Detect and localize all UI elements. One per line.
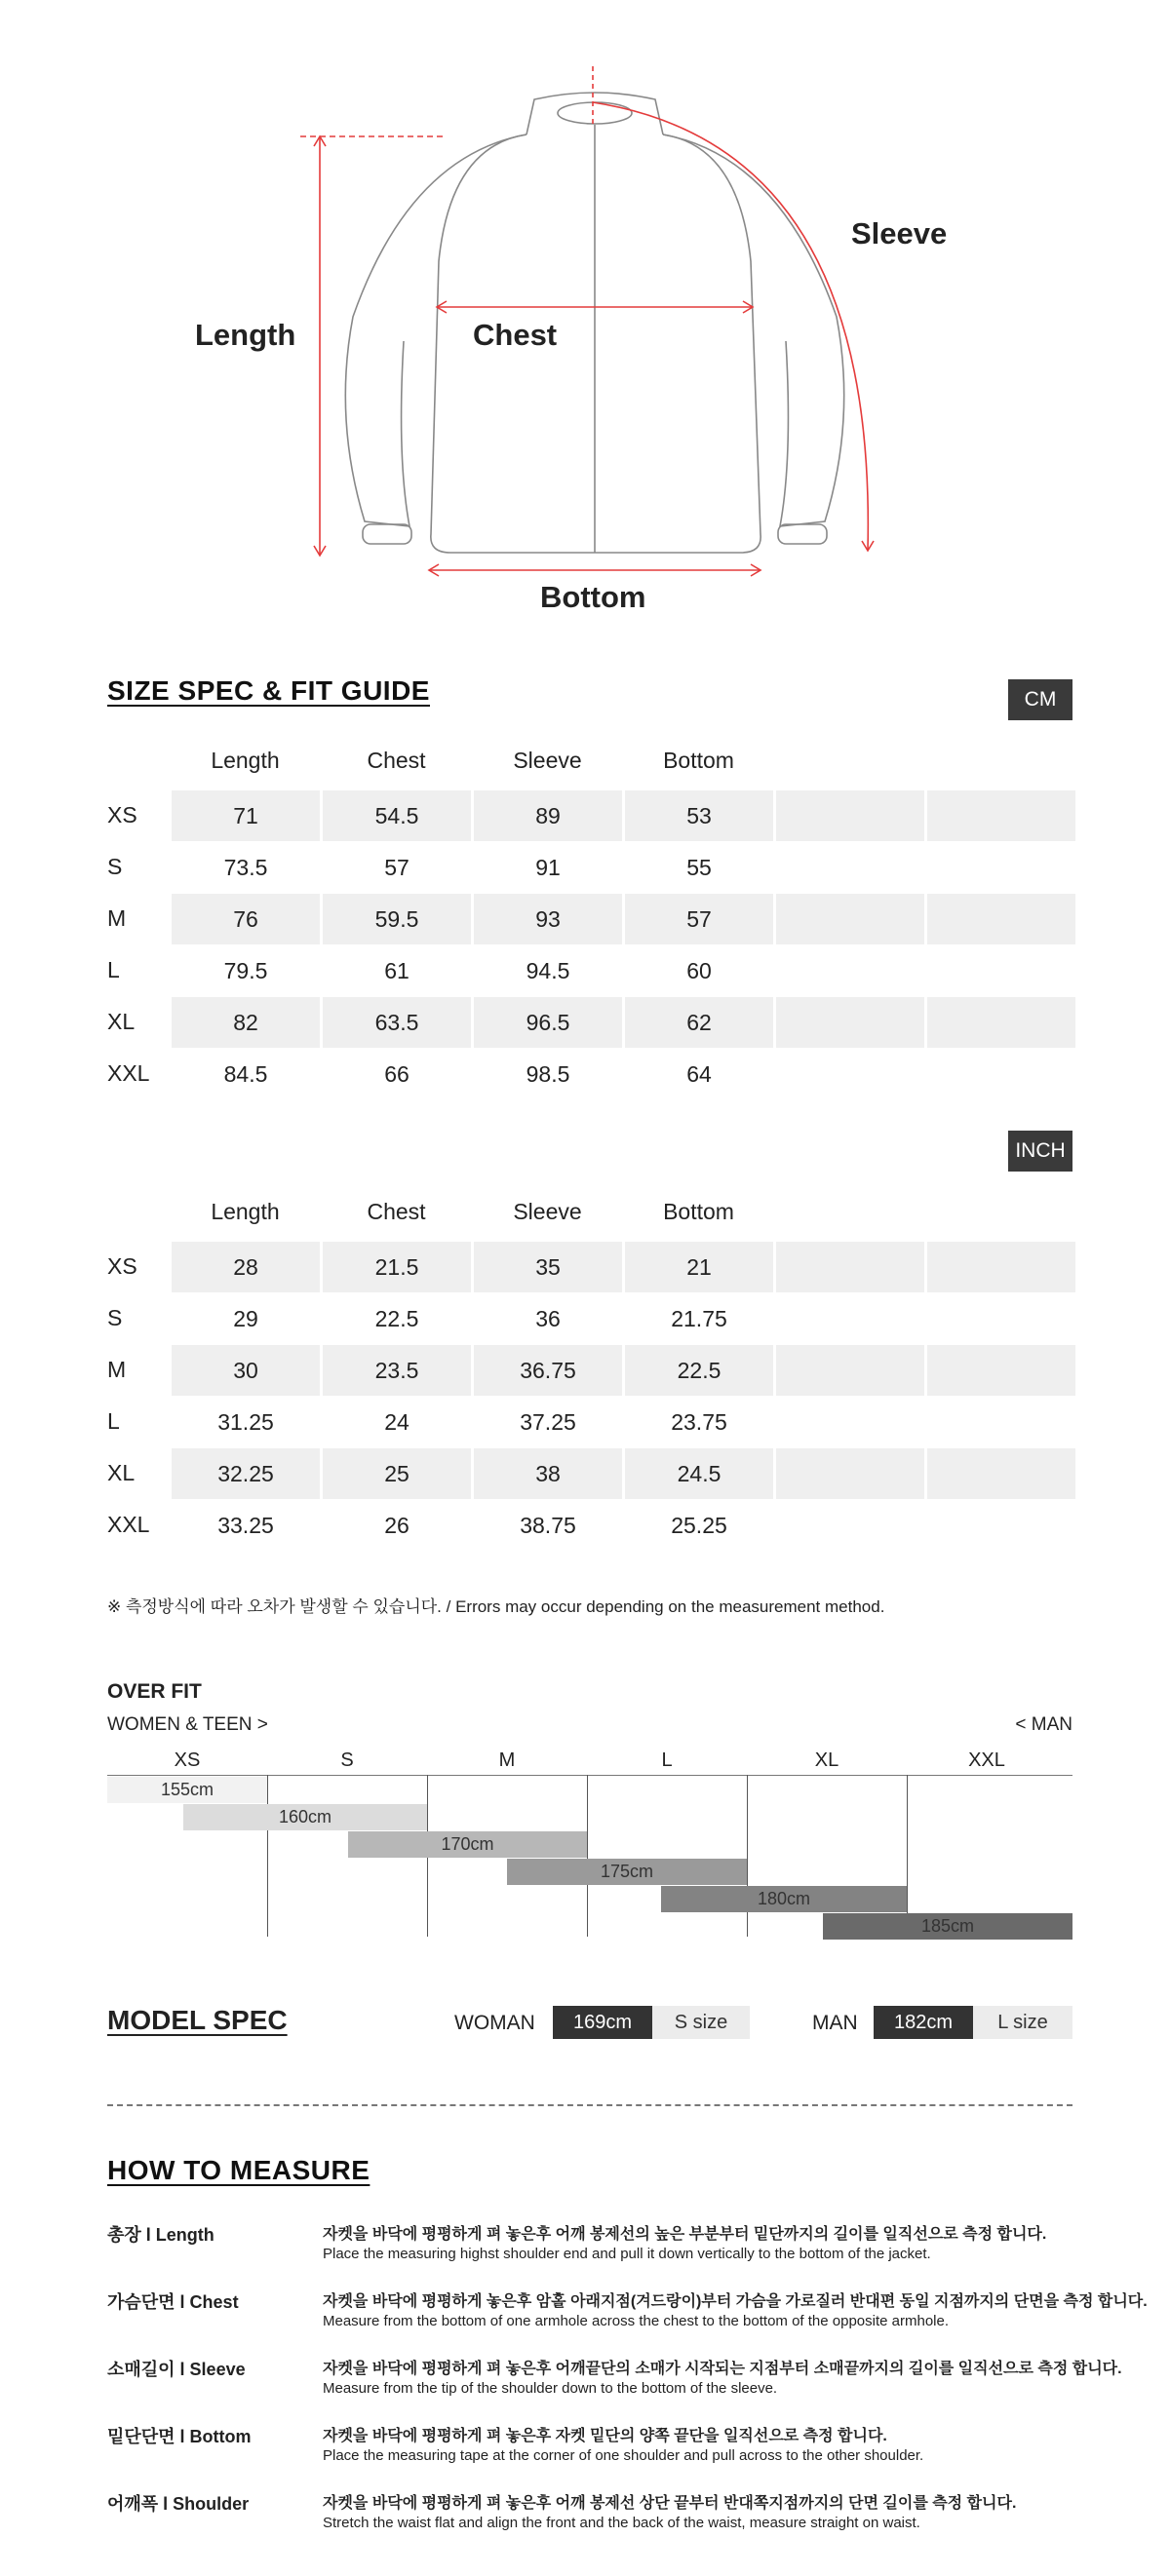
- empty-cell: [927, 1448, 1075, 1499]
- height-bar-155: 155cm: [107, 1777, 267, 1803]
- size-label: XXL: [107, 1512, 150, 1537]
- table-cell: 62: [625, 997, 773, 1048]
- man-size: L size: [973, 2006, 1072, 2039]
- table-cell: 76: [172, 894, 320, 944]
- size-label: L: [107, 957, 120, 982]
- size-label: M: [107, 905, 127, 931]
- height-bar-170: 170cm: [348, 1831, 587, 1858]
- table-row: [107, 1345, 1072, 1396]
- table-cell: 91: [535, 854, 561, 880]
- cm-unit-badge: CM: [1008, 679, 1072, 720]
- column-header: Chest: [367, 748, 426, 773]
- table-cell: 63.5: [323, 997, 471, 1048]
- measure-description-en: Place the measuring tape at the corner of one shoulder and pull across to the other shoulder.: [323, 2447, 924, 2464]
- table-cell: 57: [384, 854, 410, 880]
- fit-divider: [747, 1775, 748, 1937]
- table-row: [107, 1293, 1072, 1344]
- empty-cell: [927, 790, 1075, 841]
- table-cell: 28: [172, 1242, 320, 1292]
- jacket-measurement-diagram: [0, 0, 1170, 634]
- measure-description-kr: 자켓을 바닥에 평평하게 펴 놓은후 어깨 봉제선 상단 끝부터 반대쪽지점까지의 단면 길이를 측정 합니다.: [323, 2495, 1017, 2512]
- measure-label: 총장 l Length: [107, 2225, 214, 2245]
- column-header: Bottom: [663, 748, 734, 773]
- table-header: [107, 1199, 1072, 1238]
- table-cell: 57: [625, 894, 773, 944]
- column-header: Length: [211, 748, 280, 773]
- table-row: [107, 1397, 1072, 1447]
- measurement-note: ※ 측정방식에 따라 오차가 발생할 수 있습니다. / Errors may occur depending on the measurement method.: [107, 1597, 885, 1616]
- table-cell: 73.5: [223, 854, 268, 880]
- inch-unit-badge: INCH: [1008, 1131, 1072, 1172]
- woman-size: S size: [652, 2006, 750, 2039]
- table-row: [107, 842, 1072, 893]
- empty-cell: [776, 1242, 924, 1292]
- table-cell: 53: [625, 790, 773, 841]
- table-cell: 26: [384, 1512, 410, 1538]
- table-cell: 23.75: [671, 1408, 727, 1435]
- table-cell: 32.25: [172, 1448, 320, 1499]
- table-cell: 21.75: [671, 1305, 727, 1331]
- empty-cell: [776, 1345, 924, 1396]
- woman-label: WOMAN: [454, 2012, 535, 2034]
- height-bar-175: 175cm: [507, 1859, 747, 1885]
- woman-height: 169cm: [553, 2006, 652, 2039]
- empty-cell: [776, 1448, 924, 1499]
- bottom-label: Bottom: [540, 580, 646, 614]
- table-cell: 36: [535, 1305, 561, 1331]
- chest-label: Chest: [473, 318, 558, 352]
- man-label: < MAN: [1015, 1714, 1072, 1735]
- jacket-outline-illustration: [0, 0, 1170, 634]
- measure-description-kr: 자켓을 바닥에 평평하게 펴 놓은후 자켓 밑단의 양쪽 끝단을 일직선으로 측정 합니다.: [323, 2428, 887, 2444]
- table-cell: 55: [686, 854, 712, 880]
- table-cell: 36.75: [474, 1345, 622, 1396]
- size-label: L: [107, 1408, 120, 1434]
- measure-description-kr: 자켓을 바닥에 평평하게 펴 놓은후 어깨끝단의 소매가 시작되는 지점부터 소매끝까지의 길이를 일직선으로 측정 합니다.: [323, 2361, 1122, 2377]
- fit-size-xl: XL: [814, 1749, 839, 1771]
- empty-cell: [927, 1345, 1075, 1396]
- column-header: Sleeve: [513, 1199, 582, 1224]
- height-bar-185: 185cm: [823, 1913, 1072, 1940]
- table-header: [107, 748, 1072, 787]
- table-row: [107, 1049, 1072, 1099]
- table-row: [107, 1242, 1072, 1292]
- man-height: 182cm: [874, 2006, 973, 2039]
- table-cell: 82: [172, 997, 320, 1048]
- table-cell: 38: [474, 1448, 622, 1499]
- size-label: XL: [107, 1460, 136, 1485]
- table-cell: 22.5: [374, 1305, 419, 1331]
- sleeve-label: Sleeve: [851, 216, 948, 250]
- table-cell: 23.5: [323, 1345, 471, 1396]
- table-cell: 33.25: [217, 1512, 274, 1538]
- table-row: [107, 1500, 1072, 1551]
- table-cell: 94.5: [526, 957, 570, 983]
- table-row: [107, 997, 1072, 1048]
- table-cell: 22.5: [625, 1345, 773, 1396]
- size-label: XL: [107, 1009, 136, 1034]
- fit-type-title: OVER FIT: [107, 1680, 202, 1703]
- measure-description-en: Measure from the tip of the shoulder down to the bottom of the sleeve.: [323, 2380, 778, 2397]
- how-to-measure-title: HOW TO MEASURE: [107, 2155, 370, 2185]
- section-divider: [107, 2104, 1072, 2106]
- measure-label: 가슴단면 l Chest: [107, 2292, 239, 2312]
- empty-cell: [927, 1242, 1075, 1292]
- measure-label: 소매길이 l Sleeve: [107, 2360, 246, 2379]
- empty-cell: [776, 790, 924, 841]
- table-cell: 98.5: [526, 1060, 570, 1087]
- table-cell: 35: [474, 1242, 622, 1292]
- size-label: XS: [107, 1253, 137, 1279]
- height-bar-160: 160cm: [183, 1804, 427, 1830]
- measure-description-kr: 자켓을 바닥에 평평하게 놓은후 암홀 아래지점(겨드랑이)부터 가슴을 가로질러 반대편 동일 지점까지의 단면을 측정 합니다.: [323, 2293, 1148, 2310]
- table-cell: 38.75: [520, 1512, 576, 1538]
- table-cell: 79.5: [223, 957, 268, 983]
- size-label: XXL: [107, 1060, 150, 1086]
- size-label: M: [107, 1357, 127, 1382]
- column-header: Sleeve: [513, 748, 582, 773]
- table-cell: 54.5: [323, 790, 471, 841]
- measure-description-kr: 자켓을 바닥에 평평하게 펴 놓은후 어깨 봉제선의 높은 부분부터 밑단까지의 길이를 일직선으로 측정 합니다.: [323, 2226, 1047, 2243]
- size-label: S: [107, 854, 123, 879]
- table-cell: 60: [686, 957, 712, 983]
- women-teen-label: WOMEN & TEEN >: [107, 1714, 268, 1735]
- empty-cell: [776, 997, 924, 1048]
- column-header: Length: [211, 1199, 280, 1224]
- empty-cell: [927, 997, 1075, 1048]
- table-cell: 29: [233, 1305, 258, 1331]
- table-cell: 24: [384, 1408, 410, 1435]
- measure-label: 밑단단면 l Bottom: [107, 2427, 252, 2446]
- fit-size-xs: XS: [174, 1749, 201, 1771]
- table-cell: 93: [474, 894, 622, 944]
- table-cell: 24.5: [625, 1448, 773, 1499]
- column-header: Chest: [367, 1199, 426, 1224]
- fit-size-xxl: XXL: [968, 1749, 1005, 1771]
- measure-description-en: Stretch the waist flat and align the front and the back of the waist, measure straight on waist.: [323, 2515, 920, 2531]
- measure-description-en: Measure from the bottom of one armhole across the chest to the bottom of the opposite armhole.: [323, 2313, 950, 2329]
- column-header: Bottom: [663, 1199, 734, 1224]
- table-row: [107, 790, 1072, 841]
- table-row: [107, 894, 1072, 944]
- table-cell: 37.25: [520, 1408, 576, 1435]
- size-label: XS: [107, 802, 137, 827]
- fit-size-l: L: [661, 1749, 673, 1771]
- size-label: S: [107, 1305, 123, 1330]
- table-row: [107, 945, 1072, 996]
- measure-description-en: Place the measuring highst shoulder end and pull it down vertically to the bottom of the jacket.: [323, 2246, 931, 2262]
- table-cell: 30: [172, 1345, 320, 1396]
- table-cell: 61: [384, 957, 410, 983]
- table-cell: 21: [625, 1242, 773, 1292]
- length-label: Length: [195, 318, 296, 352]
- measure-label: 어깨폭 l Shoulder: [107, 2494, 250, 2514]
- table-cell: 25: [323, 1448, 471, 1499]
- table-cell: 64: [686, 1060, 712, 1087]
- man-model-label: MAN: [812, 2012, 858, 2034]
- table-cell: 59.5: [323, 894, 471, 944]
- table-cell: 21.5: [323, 1242, 471, 1292]
- table-cell: 71: [172, 790, 320, 841]
- fit-axis-line: [107, 1775, 1072, 1776]
- height-bar-180: 180cm: [661, 1886, 907, 1912]
- empty-cell: [776, 894, 924, 944]
- table-cell: 96.5: [474, 997, 622, 1048]
- fit-size-m: M: [498, 1749, 516, 1771]
- table-cell: 31.25: [217, 1408, 274, 1435]
- table-row: [107, 1448, 1072, 1499]
- table-cell: 66: [384, 1060, 410, 1087]
- size-spec-title: SIZE SPEC & FIT GUIDE: [107, 675, 430, 706]
- empty-cell: [927, 894, 1075, 944]
- fit-divider: [267, 1775, 268, 1937]
- fit-size-s: S: [340, 1749, 354, 1771]
- table-cell: 84.5: [223, 1060, 268, 1087]
- table-cell: 89: [474, 790, 622, 841]
- table-cell: 25.25: [671, 1512, 727, 1538]
- fit-divider: [587, 1775, 588, 1937]
- model-spec-title: MODEL SPEC: [107, 2005, 288, 2035]
